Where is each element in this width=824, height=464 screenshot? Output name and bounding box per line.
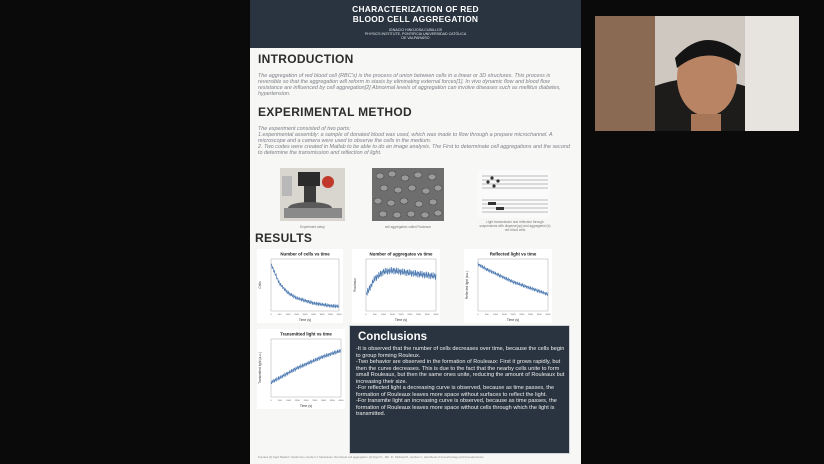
x-axis-label: Time (s) — [394, 318, 408, 322]
caption-light-diagram: Light transmission and reflection through suspensions with disperse(up) and aggregated (b) red blood cells — [479, 220, 551, 232]
conclusion-4: -For transmite light an increasing curve is observed, because as time passes, the formation of Rouleaux leaves more space without cells through which the light is transmitted. — [356, 398, 557, 418]
conclusions-body — [356, 346, 566, 418]
participant-video-icon — [595, 16, 799, 131]
x-tick-label: 3000 — [319, 313, 325, 316]
rouleaux-image — [372, 168, 444, 221]
x-tick-label: 4000 — [336, 313, 342, 316]
conclusion-2: -Two behavior are observed in the formation of Rouleaux: First it grows rapidly, but then the curve decreases. This is due to the fact that the nearby cells unite to form small Rouleaux, but then the same ones unite, reducing the amount of Rouleaux but increasing their size. — [356, 359, 565, 385]
x-tick-label: 2000 — [302, 313, 308, 316]
x-tick-label: 500 — [484, 313, 489, 316]
x-tick-label: 2000 — [510, 313, 516, 316]
chart-reflected-light-vs-time — [464, 249, 552, 323]
y-axis-label: Transmitted light (a.u.) — [258, 352, 262, 384]
x-tick-label: 2000 — [398, 313, 404, 316]
chart-transmitted-light-vs-time — [257, 329, 345, 409]
plot-area — [478, 259, 548, 311]
x-tick-label: 500 — [277, 313, 282, 316]
x-tick-label: 1000 — [285, 313, 291, 316]
chart-title: Number of aggregates vs time — [369, 251, 433, 257]
x-tick-label: 1000 — [286, 399, 291, 402]
method-text — [258, 126, 574, 156]
x-tick-label: 4000 — [433, 313, 439, 316]
poster-header — [250, 0, 581, 48]
x-tick-label: 2000 — [303, 399, 309, 402]
introduction-text: The aggregation of red blood cell (RBC's) is the process of union between cells in a linear or 3D structures. This process is reversible so that the aggregation will reform in stasis by eliminating external forces[1]. In vivo dynamic flow and blood flow resistance are influenced by cell aggregation[2] Abnormal levels of aggregation can involve diseases such as mellitus diabetes, hypertension. — [258, 73, 561, 98]
y-axis-label: Cells — [258, 281, 262, 289]
webcam-video-feed — [595, 16, 799, 131]
x-axis-label: Time (s) — [298, 318, 312, 322]
x-tick-label: 3000 — [321, 399, 326, 402]
chart-title: Number of cells vs time — [280, 251, 330, 257]
method-line2: 1.experimental assembly: a sample of donated blood was used, which was made to flow through a prepare microchannel. A microscope and a camera were used to observe the cells in the medium. — [258, 132, 553, 145]
x-tick-label: 1500 — [294, 399, 300, 402]
x-tick-label: 2500 — [407, 313, 413, 316]
conclusions-heading: Conclusions — [358, 331, 428, 343]
references: Fuentes [1] Oguz Baskurt, Sarah Neu, Herbert J. Meiselman. Red blood cell aggregation. [2] Oguz K., Min. R., Michael M., Herbert J., Handbook of hemorheology and hemodynamics. — [258, 455, 485, 459]
poster-title-line2: BLOOD CELL AGGREGATION — [352, 13, 479, 24]
poster-authors — [250, 28, 581, 41]
light-diagram-image — [478, 170, 550, 218]
method-line1: The experiment consisted of two parts: — [258, 126, 351, 132]
x-tick-label: 2500 — [312, 399, 318, 402]
conclusion-3: -For reflected light a decreasing curve is observed, because as time passes, the formation of Rouleaux leaves more space without surfaces to reflect the light. — [356, 385, 555, 398]
y-axis-label: Reflected light (a.u.) — [465, 270, 469, 300]
x-tick-label: 3000 — [416, 313, 421, 316]
conclusion-1: -It is observed that the number of cells decreases over time, because the cells begin to group forming Rouleux. — [356, 346, 565, 359]
chart-title: Transmitted light vs time — [280, 331, 332, 337]
x-tick-label: 3000 — [528, 313, 533, 316]
plot-area — [366, 259, 436, 311]
x-tick-label: 0 — [270, 399, 272, 402]
series-line — [271, 264, 339, 308]
introduction-heading: INTRODUCTION — [258, 52, 354, 66]
method-line3: 2. Two codes were created in Matlab to be able to do an image analysis. The First to determinate cell aggregations and the second to determine the transmission and reflection of light. — [258, 144, 570, 157]
x-tick-label: 3500 — [329, 399, 335, 402]
experiment-setup-image — [280, 168, 345, 221]
x-tick-label: 1500 — [501, 313, 507, 316]
results-heading: RESULTS — [255, 231, 313, 245]
x-tick-label: 1000 — [381, 313, 386, 316]
x-tick-label: 3500 — [328, 313, 333, 316]
series-line — [271, 349, 341, 384]
method-heading: EXPERIMENTAL METHOD — [258, 105, 412, 119]
x-tick-label: 2500 — [311, 313, 316, 316]
microscope-photo-icon — [280, 168, 345, 221]
x-tick-label: 0 — [477, 313, 479, 316]
x-tick-label: 1500 — [294, 313, 299, 316]
plot-area — [271, 339, 341, 397]
chart-title: Reflected light vs time — [489, 251, 537, 257]
poster-title-line1: CHARACTERIZATION OF RED — [352, 4, 479, 14]
x-tick-label: 1000 — [493, 313, 498, 316]
light-scatter-diagram-icon — [478, 170, 550, 218]
x-tick-label: 3500 — [536, 313, 542, 316]
x-tick-label: 500 — [277, 399, 282, 402]
x-tick-label: 3500 — [424, 313, 430, 316]
caption-experiment-setup: Experiment setup — [300, 225, 325, 229]
poster-title — [250, 5, 581, 24]
x-tick-label: 0 — [270, 313, 272, 316]
x-tick-label: 1500 — [389, 313, 395, 316]
affiliation-line1: PHYSICS INSTITUTE, PONTIFICIA UNIVERSIDAD CATÓLICA — [364, 32, 467, 37]
cells-micrograph-icon — [372, 168, 444, 221]
x-axis-label: Time (s) — [506, 318, 520, 322]
chart-aggregates-vs-time — [352, 249, 440, 323]
x-axis-label: Time (s) — [299, 404, 313, 408]
x-tick-label: 0 — [365, 313, 367, 316]
affiliation-line2: DE VALPARAÍSO — [401, 36, 430, 41]
x-tick-label: 4000 — [338, 399, 344, 402]
author-name: IGNACIO HINOJOSA CUBILLOS — [388, 28, 443, 32]
series-line — [366, 267, 436, 295]
x-tick-label: 4000 — [545, 313, 551, 316]
caption-rouleaux: cell aggregation called Rouleaux — [384, 225, 432, 229]
conclusions-box — [349, 325, 570, 454]
x-tick-label: 500 — [372, 313, 377, 316]
chart-cells-vs-time — [257, 249, 343, 323]
series-line — [478, 263, 548, 296]
x-tick-label: 2500 — [519, 313, 525, 316]
y-axis-label: Rouleaux — [353, 278, 357, 292]
